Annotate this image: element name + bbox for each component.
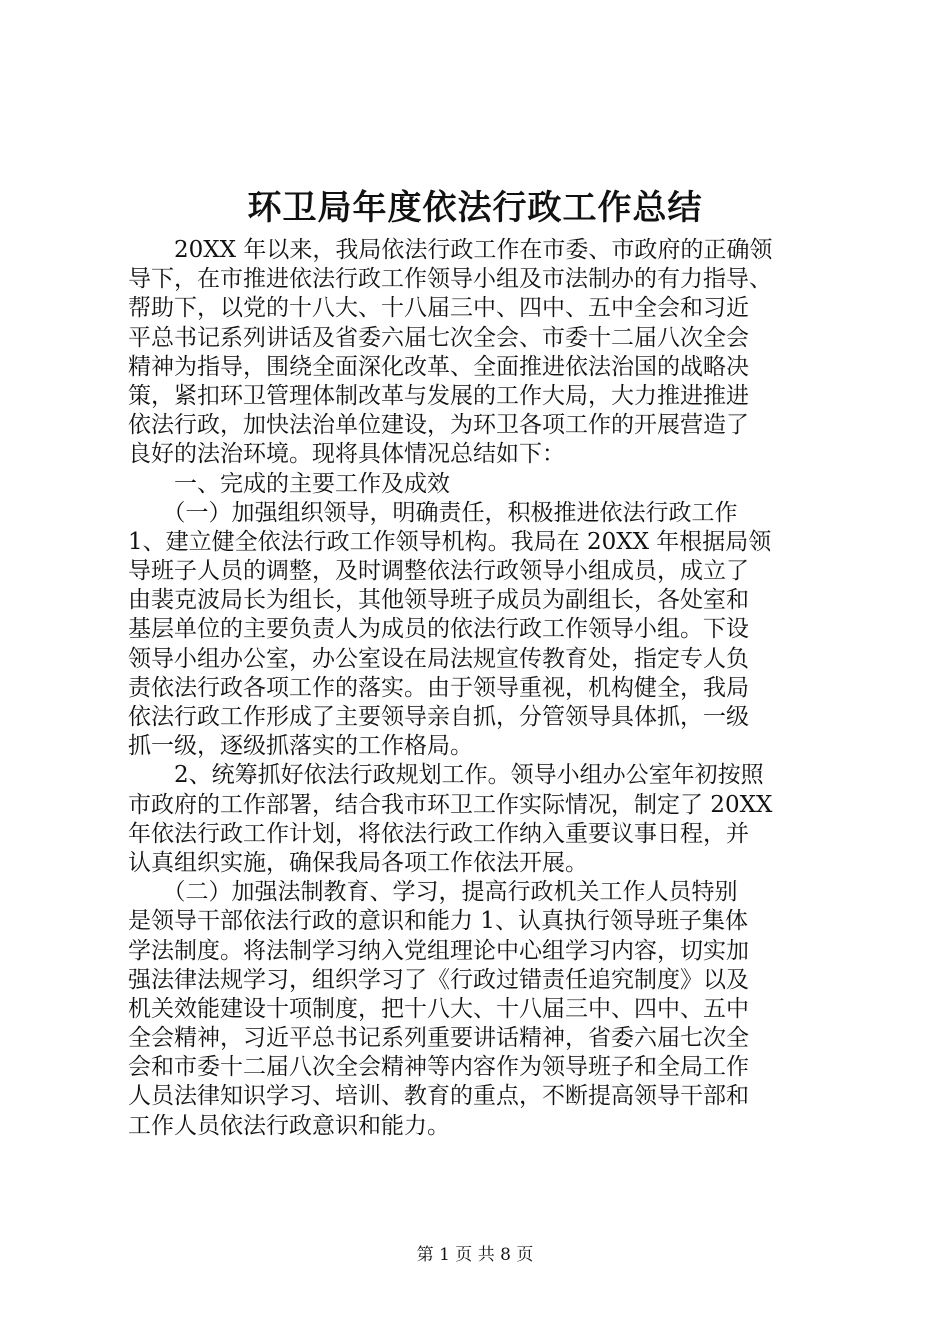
body-line: 工作人员依法行政意识和能力。 [128, 1112, 450, 1139]
body-line: 基层单位的主要负责人为成员的依法行政工作领导小组。下设 [128, 616, 749, 643]
body-line: 良好的法治环境。现将具体情况总结如下： [128, 441, 565, 468]
body-line: 2、统筹抓好依法行政规划工作。领导小组办公室年初按照 [128, 762, 764, 789]
body-line: 认真组织实施，确保我局各项工作依法开展。 [128, 849, 588, 876]
body-line: 机关效能建设十项制度，把十八大、十八届三中、四中、五中 [128, 995, 749, 1022]
body-line: 依法行政，加快法治单位建设，为环卫各项工作的开展营造了 [128, 412, 749, 439]
body-line: 抓一级，逐级抓落实的工作格局。 [128, 733, 473, 760]
document-title: 环卫局年度依法行政工作总结 [247, 188, 703, 228]
body-line: 是领导干部依法行政的意识和能力 1、认真执行领导班子集体 [128, 908, 748, 935]
body-line: 由裴克波局长为组长，其他领导班子成员为副组长，各处室和 [128, 587, 749, 614]
body-line: 策，紧扣环卫管理体制改革与发展的工作大局，大力推进推进 [128, 382, 749, 409]
body-line: 平总书记系列讲话及省委六届七次全会、市委十二届八次全会 [128, 324, 749, 351]
body-line: 导下，在市推进依法行政工作领导小组及市法制办的有力指导、 [128, 266, 772, 293]
subsection-heading: （一）加强组织领导，明确责任，积极推进依法行政工作 [128, 499, 738, 526]
page-number-footer: 第 1 页 共 8 页 [416, 1245, 534, 1265]
document-body [128, 236, 828, 1141]
body-line: 帮助下，以党的十八大、十八届三中、四中、五中全会和习近 [128, 295, 749, 322]
body-line: 会和市委十二届八次全会精神等内容作为领导班子和全局工作 [128, 1054, 749, 1081]
body-line: 精神为指导，围绕全面深化改革、全面推进依法治国的战略决 [128, 353, 749, 380]
body-line: 依法行政工作形成了主要领导亲自抓，分管领导具体抓，一级 [128, 704, 749, 730]
body-line: 年依法行政工作计划，将依法行政工作纳入重要议事日程，并 [128, 820, 749, 847]
body-line: 20XX 年以来，我局依法行政工作在市委、市政府的正确领 [128, 237, 773, 263]
body-line: 人员法律知识学习、培训、教育的重点，不断提高领导干部和 [128, 1083, 749, 1110]
subsection-heading: （二）加强法制教育、学习，提高行政机关工作人员特别 [128, 879, 738, 906]
body-line: 全会精神，习近平总书记系列重要讲话精神，省委六届七次全 [128, 1025, 749, 1052]
body-line: 责依法行政各项工作的落实。由于领导重视，机构健全，我局 [128, 674, 749, 701]
body-line: 强法律法规学习，组织学习了《行政过错责任追究制度》以及 [128, 966, 749, 993]
body-line: 导班子人员的调整，及时调整依法行政领导小组成员，成立了 [128, 558, 749, 585]
body-line: 1、建立健全依法行政工作领导机构。我局在 20XX 年根据局领 [128, 528, 772, 555]
body-line: 市政府的工作部署，结合我市环卫工作实际情况，制定了 20XX [128, 791, 773, 818]
section-heading: 一、完成的主要工作及成效 [128, 470, 450, 497]
body-line: 领导小组办公室，办公室设在局法规宣传教育处，指定专人负 [128, 645, 749, 672]
body-line: 学法制度。将法制学习纳入党组理论中心组学习内容，切实加 [128, 937, 749, 964]
